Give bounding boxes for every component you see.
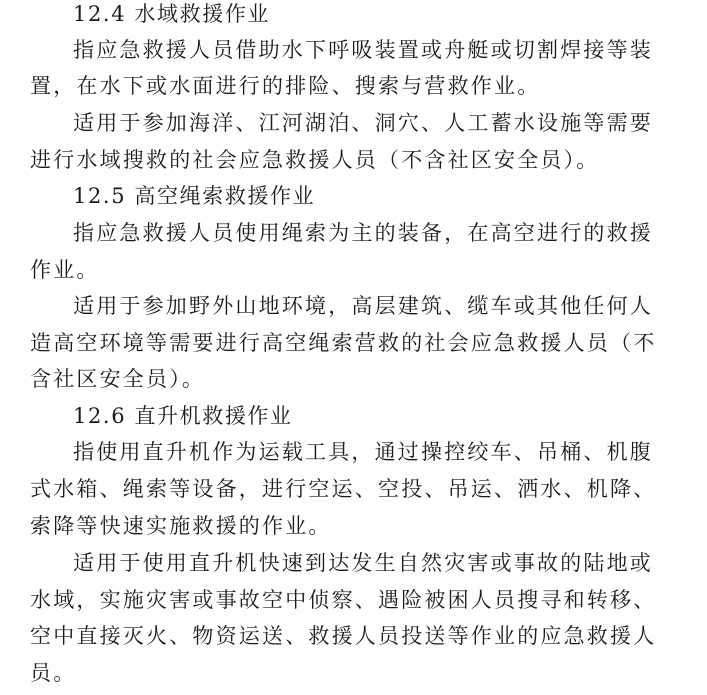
section-heading-12-5: 12.5 高空绳索救援作业 [73,184,316,208]
paragraph-line: 进行水域搜救的社会应急救援人员（不含社区安全员）。 [30,148,600,172]
paragraph-line: 式水箱、绳索等设备，进行空运、空投、吊运、洒水、机降、 [30,477,657,501]
paragraph-line: 指应急救援人员使用绳索为主的装备，在高空进行的救援 [73,221,653,245]
paragraph-line: 含社区安全员）。 [30,367,206,391]
paragraph-line: 造高空环境等需要进行高空绳索营救的社会应急救援人员（不 [30,331,657,355]
paragraph-line: 指使用直升机作为运载工具，通过操控绞车、吊桶、机腹 [73,440,653,464]
section-heading-12-4: 12.4 水域救援作业 [73,2,271,26]
paragraph-line: 适用于使用直升机快速到达发生自然灾害或事故的陆地或 [73,551,653,575]
section-heading-12-6: 12.6 直升机救援作业 [73,404,293,428]
paragraph-line: 适用于参加野外山地环境，高层建筑、缆车或其他任何人 [73,294,653,318]
paragraph-line: 作业。 [30,258,100,282]
paragraph-line: 员。 [30,661,77,685]
paragraph-line: 空中直接灭火、物资运送、救援人员投送等作业的应急救援人 [30,624,657,648]
paragraph-line: 置，在水下或水面进行的排险、搜索与营救作业。 [30,74,541,98]
paragraph-line: 指应急救援人员借助水下呼吸装置或舟艇或切割焊接等装 [73,38,653,62]
paragraph-line: 适用于参加海洋、江河湖泊、洞穴、人工蓄水设施等需要 [73,111,653,135]
paragraph-line: 水域，实施灾害或事故空中侦察、遇险被困人员搜寻和转移、 [30,588,657,612]
paragraph-line: 索降等快速实施救援的作业。 [30,514,332,538]
